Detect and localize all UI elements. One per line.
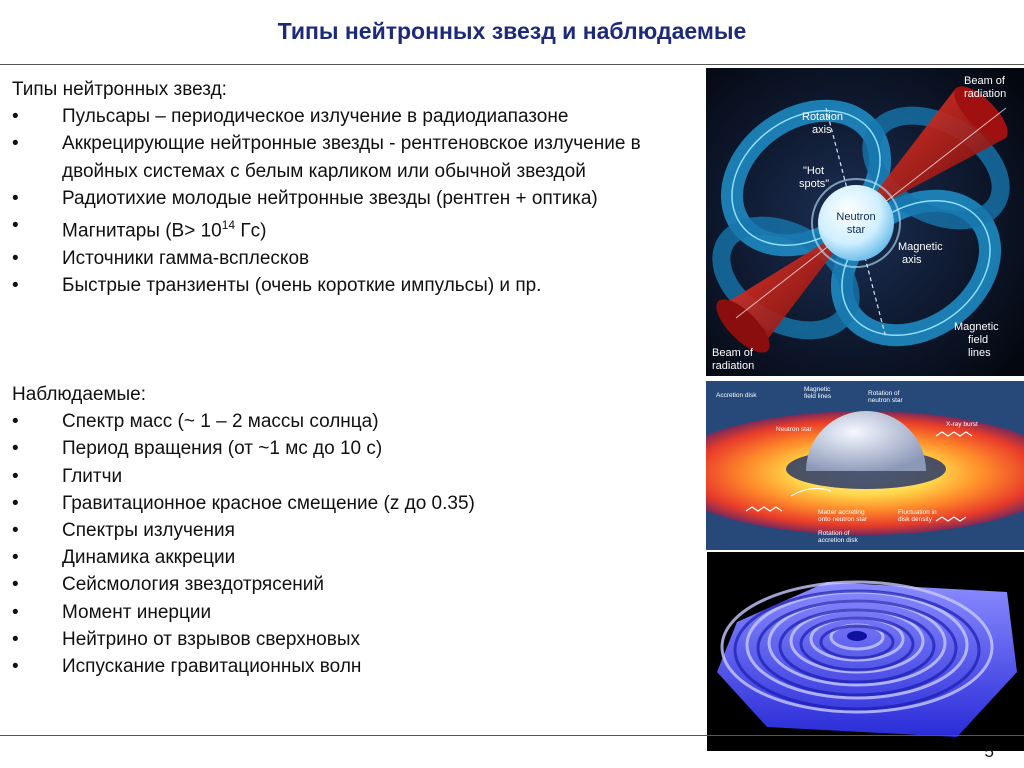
svg-text:neutron star: neutron star	[868, 397, 903, 404]
svg-text:radiation: radiation	[712, 360, 755, 372]
gravitational-waves-image	[707, 552, 1024, 751]
svg-text:X-ray burst: X-ray burst	[946, 421, 978, 428]
svg-text:Accretion disk: Accretion disk	[716, 392, 757, 399]
svg-text:Neutron star: Neutron star	[776, 426, 812, 433]
svg-text:axis: axis	[902, 254, 922, 266]
observables-list	[12, 408, 712, 680]
list-item: • Источники гамма-всплесков	[12, 245, 712, 272]
list-item: • Глитчи	[12, 465, 123, 487]
bullet: •	[12, 215, 19, 237]
svg-text:Magnetic: Magnetic	[954, 321, 999, 333]
list-item: • Быстрые транзиенты (очень короткие импульсы) и пр.	[12, 272, 712, 299]
svg-text:Magnetic: Magnetic	[804, 386, 831, 393]
list-item: • Динамика аккреции	[12, 547, 236, 569]
bullet: •	[12, 187, 19, 209]
svg-text:spots": spots"	[799, 178, 830, 190]
list-item: • Сейсмология звездотрясений	[12, 574, 324, 596]
svg-text:Rotation of: Rotation of	[818, 530, 850, 537]
svg-text:field: field	[968, 334, 989, 346]
list-item: • Аккрецирующие нейтронные звезды - рентгеновское излучение в двойных системах с белым карликом или обычной звездой	[12, 130, 712, 184]
list-item: • Спектры излучения	[12, 519, 235, 541]
list-item: • Спектр масс (~ 1 – 2 массы солнца)	[12, 411, 379, 433]
svg-text:lines: lines	[968, 347, 991, 359]
svg-text:star: star	[846, 224, 866, 236]
bullet: •	[12, 106, 19, 128]
svg-text:axis: axis	[812, 124, 832, 136]
bottom-divider	[0, 735, 1024, 736]
list-item: • Нейтрино от взрывов сверхновых	[12, 628, 360, 650]
types-heading: Типы нейтронных звезд:	[12, 79, 227, 100]
svg-text:Neutron: Neutron	[836, 211, 876, 223]
svg-text:accretion disk: accretion disk	[818, 537, 858, 544]
accretion-diagram-image	[706, 381, 1024, 550]
list-item: • Период вращения (от ~1 мс до 10 с)	[12, 438, 383, 460]
svg-text:Beam of: Beam of	[712, 347, 753, 359]
svg-text:onto neutron star: onto neutron star	[818, 516, 868, 523]
bullet: •	[12, 133, 19, 155]
svg-text:Magnetic: Magnetic	[898, 241, 943, 253]
svg-text:Matter accreting: Matter accreting	[818, 509, 865, 516]
page-number: 5	[984, 742, 994, 761]
list-item: • Момент инерции	[12, 601, 212, 623]
list-item: • Пульсары – периодическое излучение в радиодиапазоне	[12, 103, 712, 130]
list-item: • Испускание гравитационных волн	[12, 655, 362, 677]
svg-text:Rotation of: Rotation of	[868, 390, 900, 397]
bullet: •	[12, 247, 19, 269]
list-item: • Магнитары ($B> 10^{14}$ Гс)	[12, 212, 712, 245]
top-divider	[0, 64, 1024, 65]
bullet: •	[12, 274, 19, 296]
svg-text:Beam of: Beam of	[964, 75, 1005, 87]
observables-heading: Наблюдаемые:	[12, 383, 147, 405]
svg-text:disk density: disk density	[898, 516, 932, 523]
svg-text:Rotation: Rotation	[802, 111, 843, 123]
svg-text:field lines: field lines	[804, 393, 832, 400]
svg-text:"Hot: "Hot	[803, 165, 825, 177]
svg-text:Fluctuation in: Fluctuation in	[898, 509, 937, 516]
slide-title: Типы нейтронных звезд и наблюдаемые	[277, 17, 747, 44]
list-item: • Гравитационное красное смещение (z до 0.35)	[12, 492, 475, 514]
pulsar-diagram-image	[706, 68, 1024, 376]
types-list	[12, 103, 712, 299]
svg-text:radiation: radiation	[964, 88, 1007, 100]
list-item: • Радиотихие молодые нейтронные звезды (рентген + оптика)	[12, 185, 712, 212]
slide-body	[12, 76, 712, 680]
